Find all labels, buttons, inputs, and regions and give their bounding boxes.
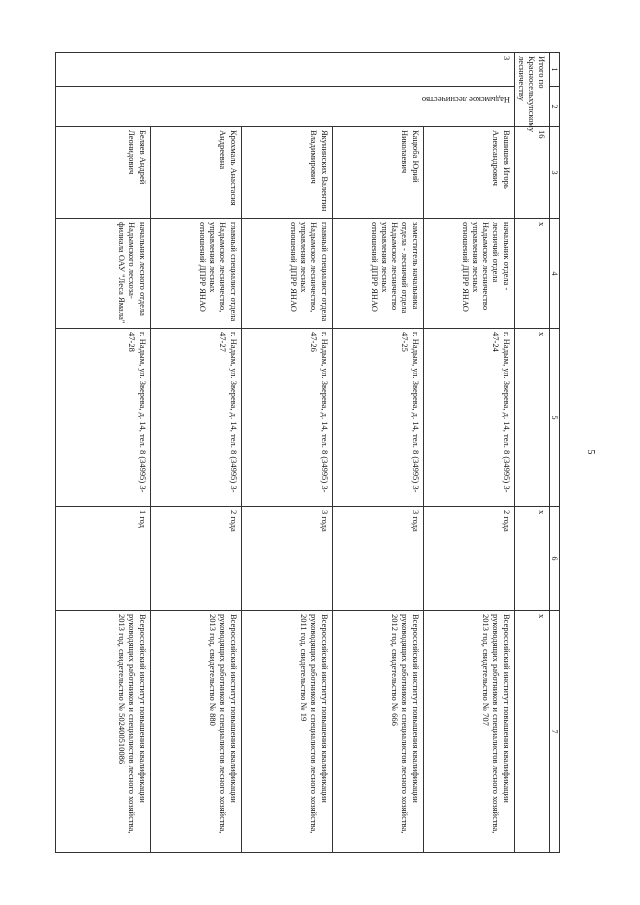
table-row — [150, 53, 241, 853]
column-number: 4 — [549, 219, 559, 329]
employee-name: Беляев Андрей Леонидович — [55, 127, 150, 219]
employee-training: Всероссийский институт повышения квалификации руководящих работников и специалистов лесного хозяйства, 2013 год, свидетельство № 502400510086 — [55, 611, 150, 853]
column-number: 2 — [549, 87, 559, 127]
employee-position: начальник отдела - лесничий отдела Надымское лесничество управления лесных отношений ДПРР ЯНАО — [423, 219, 514, 329]
document-page — [80, 52, 596, 852]
employee-position: заместитель начальника отдела - лесничий отдела Надымское лесничество управления лесных отношений ДПРР ЯНАО — [332, 219, 423, 329]
summary-label: Итого по Краснoсельхупскому лесничеству — [514, 53, 549, 127]
summary-mark: x — [514, 507, 549, 611]
table-row — [423, 53, 514, 853]
table-row — [241, 53, 332, 853]
page-number: 5 — [585, 449, 596, 455]
employee-training: Всероссийский институт повышения квалификации руководящих работников и специалистов лесного хозяйства, 2011 год, свидетельство № 19 — [241, 611, 332, 853]
employee-name: Якунинских Валентин Владимирович — [241, 127, 332, 219]
employee-experience: 3 года — [332, 507, 423, 611]
section-name-cell — [55, 87, 514, 127]
employee-position: начальник лесного отдела Надымского лесхоза-филиала ОАУ "Леса Ямала" — [55, 219, 150, 329]
employee-name: Крохмаль Анастасия Андреевна — [150, 127, 241, 219]
employee-training: Всероссийский институт повышения квалификации руководящих работников и специалистов лесного хозяйства, 2013 год, свидетельство № 707 — [423, 611, 514, 853]
employee-name: Вашишев Игорь Александрович — [423, 127, 514, 219]
employee-experience: 1 год — [55, 507, 150, 611]
column-number: 7 — [549, 611, 559, 853]
employee-name: Кацюба Юрий Николаевич — [332, 127, 423, 219]
column-number: 5 — [549, 329, 559, 507]
employee-address: г. Надым, ул. Зверева, д. 14, тел. 8 (34995) 3-47-28 — [55, 329, 150, 507]
employee-experience: 2 года — [150, 507, 241, 611]
employee-training: Всероссийский институт повышения квалификации руководящих работников и специалистов лесного хозяйства, 2012 год, свидетельство № 666 — [332, 611, 423, 853]
column-number: 1 — [549, 53, 559, 87]
employee-experience: 3 года — [241, 507, 332, 611]
employee-address: г. Надым, ул. Зверева, д. 14, тел. 8 (34995) 3-47-24 — [423, 329, 514, 507]
column-number-row — [549, 53, 559, 853]
table-row — [332, 53, 423, 853]
summary-mark: x — [514, 219, 549, 329]
table-row — [55, 53, 150, 853]
section-name: Надымское лесничество — [421, 95, 510, 105]
employee-address: г. Надым, ул. Зверева, д. 14, тел. 8 (34995) 3-47-25 — [332, 329, 423, 507]
section-number: 3 — [55, 53, 514, 87]
column-number: 3 — [549, 127, 559, 219]
summary-mark: x — [514, 611, 549, 853]
summary-count: 16 — [514, 127, 549, 219]
column-number: 6 — [549, 507, 559, 611]
employee-position: главный специалист отдела Надымское лесничество, управления лесных отношений ДПРР ЯНАО — [150, 219, 241, 329]
employee-address: г. Надым, ул. Зверева, д. 14, тел. 8 (34995) 3-47-27 — [150, 329, 241, 507]
employee-training: Всероссийский институт повышения квалификации руководящих работников и специалистов лесного хозяйства, 2013 год, свидетельство № 880 — [150, 611, 241, 853]
employee-address: г. Надым, ул. Зверева, д. 14, тел. 8 (34995) 3-47-26 — [241, 329, 332, 507]
employee-position: главный специалист отдела Надымское лесничество, управления лесных отношений ДПРР ЯНАО — [241, 219, 332, 329]
summary-row — [514, 53, 549, 853]
summary-mark: x — [514, 329, 549, 507]
employee-experience: 2 года — [423, 507, 514, 611]
staff-table — [55, 52, 560, 853]
